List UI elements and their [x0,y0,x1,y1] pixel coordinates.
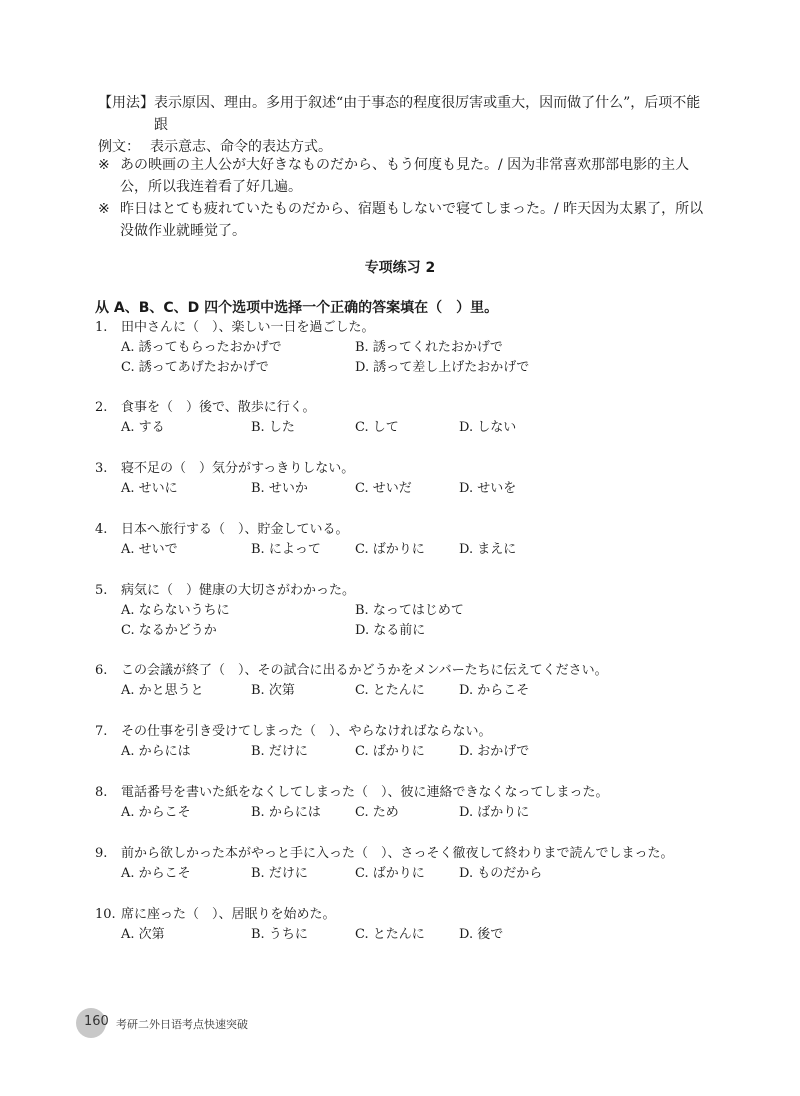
question-item [95,722,735,762]
question-number: 4. [95,522,108,537]
option-a: A. からこそ [121,805,191,820]
section-title: 专项练习 2 [364,260,436,276]
option-b: B. うちに [251,927,308,942]
option-c: C. なるかどうか [121,623,217,638]
reference-mark-icon: ※ [98,157,110,173]
question-number: 6. [95,663,108,678]
option-a: A. する [121,420,165,435]
question-number: 2. [95,400,108,415]
reference-mark-icon: ※ [98,201,110,217]
question-number: 3. [95,461,108,476]
usage-line-1: 表示原因、理由。多用于叙述“由于事态的程度很厉害或重大，因而做了什么”，后项不能跟 [154,95,701,133]
example-list [98,154,710,242]
option-c: C. とたんに [355,927,425,942]
usage-line-2: 表示意志、命令的表达方式。 [150,139,332,155]
question-number: 9. [95,846,108,861]
option-a: A. せいに [121,481,178,496]
page-number: 160 [84,1014,109,1029]
question-item [95,844,735,884]
option-c: C. せいだ [355,481,412,496]
option-c: C. とたんに [355,683,425,698]
question-item [95,661,735,701]
option-c: C. ため [355,805,399,820]
question-stem: 前から欲しかった本がやっと手に入った（ ）、さっそく徹夜して終わりまで読んでしまった。 [121,846,674,861]
option-c: C. ばかりに [355,744,425,759]
option-d: D. からこそ [459,683,530,698]
question-item [95,459,735,499]
page-footer [76,1008,336,1038]
option-a: A. からこそ [121,866,191,881]
question-stem: 食事を（ ）後で、散歩に行く。 [121,400,316,415]
question-stem: この会議が終了（ ）、その試合に出るかどうかをメンバーたちに伝えてください。 [121,663,608,678]
question-stem: 寝不足の（ ）気分がすっきりしない。 [121,461,355,476]
option-c: C. ばかりに [355,866,425,881]
question-number: 7. [95,724,108,739]
question-stem: 日本へ旅行する（ ）、貯金している。 [121,522,349,537]
option-c: C. して [355,420,399,435]
question-item [95,783,735,823]
option-d: D. しない [459,420,517,435]
question-stem: 病気に（ ）健康の大切さがわかった。 [121,583,356,598]
question-item [95,520,735,560]
question-number: 1. [95,320,108,335]
option-a: A. ならないうちに [121,603,230,618]
option-b: B. せいか [251,481,308,496]
option-a: A. 誘ってもらったおかげで [121,340,282,355]
question-item [95,581,735,641]
question-stem: 席に座った（ ）、居眠りを始めた。 [121,907,336,922]
question-stem: 田中さんに（ ）、楽しい一日を過ごした。 [121,320,375,335]
option-d: D. 誘って差し上げたおかげで [355,360,530,375]
example-text: あの映画の主人公が大好きなものだから、もう何度も見た。/ 因为非常喜欢那部电影的主人公，所以我连着看了好几遍。 [120,157,690,195]
option-b: B. した [251,420,295,435]
question-stem: 電話番号を書いた紙をなくしてしまった（ ）、彼に連絡できなくなってしまった。 [121,785,609,800]
option-d: D. 後で [459,927,504,942]
question-number: 5. [95,583,108,598]
example-text: 昨日はとても疲れていたものだから、宿題もしないで寝てしまった。/ 昨天因为太累了，所以没做作业就睡觉了。 [120,201,704,239]
question-number: 10. [95,907,116,922]
question-item [95,398,735,438]
option-d: D. なる前に [355,623,426,638]
option-b: B. だけに [251,866,308,881]
option-b: B. によって [251,542,321,557]
question-item [95,318,735,378]
option-b: B. だけに [251,744,308,759]
option-d: D. ものだから [459,866,543,881]
option-b: B. からには [251,805,321,820]
usage-tag: 【用法】 [98,95,154,111]
instruction: 从 A、B、C、D 四个选项中选择一个正确的答案填在（ ）里。 [95,300,499,316]
usage-note [98,92,710,158]
option-a: A. せいで [121,542,178,557]
book-title: 考研二外日语考点快速突破 [116,1018,248,1031]
option-a: A. からには [121,744,191,759]
option-b: B. なってはじめて [355,603,464,618]
option-b: B. 誘ってくれたおかげで [355,340,503,355]
example-item [98,198,710,242]
option-a: A. かと思うと [121,683,204,698]
question-item [95,905,735,945]
option-d: D. まえに [459,542,517,557]
option-b: B. 次第 [251,683,295,698]
examples-label: 例文： [98,139,140,155]
option-a: A. 次第 [121,927,165,942]
option-c: C. 誘ってあげたおかげで [121,360,269,375]
question-number: 8. [95,785,108,800]
example-item [98,154,710,198]
option-d: D. おかげで [459,744,530,759]
question-stem: その仕事を引き受けてしまった（ ）、やらなければならない。 [121,724,492,739]
option-d: D. ばかりに [459,805,530,820]
option-c: C. ばかりに [355,542,425,557]
option-d: D. せいを [459,481,517,496]
